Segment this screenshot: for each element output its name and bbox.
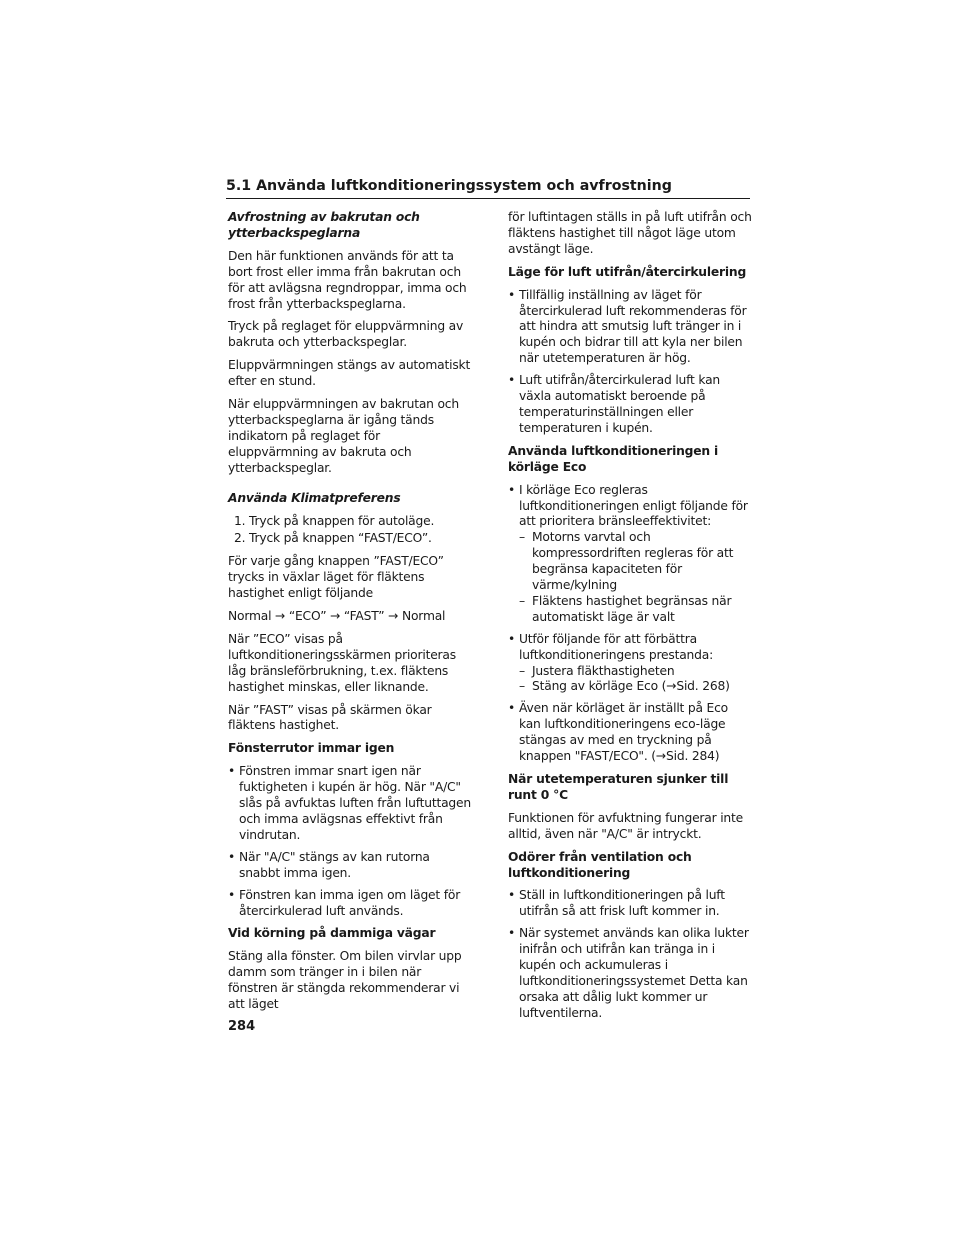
paragraph: Eluppvärmningen stängs av automatiskt efter en stund. [228,358,471,389]
dash-item: – Stäng av körläge Eco (→Sid. 268) [519,679,753,695]
bullet-item [508,483,753,626]
bullet-list [508,888,753,1021]
dash-list [519,530,753,625]
bullet-item: • Luft utifrån/återcirkulerad luft kan växla automatiskt beroende på temperaturinställningen eller temperaturen i kupén. [508,373,753,437]
heading-fogging: Fönsterrutor immar igen [228,741,395,756]
paragraph: Den här funktionen används för att ta bort frost eller imma från bakrutan och för att avlägsna regndroppar, imma och frost från ytterbackspeglarna. [228,248,467,311]
right-column [508,210,753,1029]
heading-eco-mode: Använda luftkonditioneringen i körläge Eco [508,443,719,474]
heading-zero-degrees: När utetemperaturen sjunker till runt 0 °C [508,772,729,802]
paragraph: När eluppvärmningen av bakrutan och ytterbackspeglarna är igång tänds indikatorn på reglaget för eluppvärmning av bakruta och ytterbackspeglar. [228,397,459,475]
bullet-item: • Tillfällig inställning av läget för återcirkulerad luft rekommenderas för att hindra att smutsig luft tränger in i kupén och bidrar till att kyla ner bilen när utetemperaturen är hög. [508,288,753,368]
dash-item: – Fläktens hastighet begränsas när automatiskt läge är valt [519,594,753,626]
bullet-item: • Fönstren immar snart igen när fuktigheten i kupén är hög. När "A/C" slås på avfuktas luften från luftuttagen och imma avlägsnas effektivt från vindrutan. [228,764,473,844]
heading-recirculation: Läge för luft utifrån/återcirkulering [508,264,747,279]
left-column [228,210,473,1020]
section-header: 5.1 Använda luftkonditioneringssystem och avfrostning [226,178,750,199]
bullet-list [508,288,753,437]
mode-sequence: Normal → “ECO” → “FAST” → Normal [228,609,446,624]
page-number: 284 [228,1019,256,1034]
bullet-item: • Även när körläget är inställt på Eco kan luftkonditioneringens eco-läge stängas av med en tryckning på knappen "FAST/ECO". (→Sid. 284) [508,701,753,765]
dash-item: – Justera fläkthastigheten [519,664,753,680]
bullet-item [508,632,753,696]
paragraph: Stäng alla fönster. Om bilen virvlar upp damm som tränger in i bilen när fönstren är stängda rekommenderar vi att läget [228,949,462,1012]
paragraph: När ”FAST” visas på skärmen ökar fläktens hastighet. [228,702,432,733]
heading-climate-preference: Använda Klimatpreferens [228,490,401,505]
step-item: 1. Tryck på knappen för autoläge. [234,513,435,528]
step-item: 2. Tryck på knappen “FAST/ECO”. [234,531,432,546]
bullet-list [508,483,753,765]
bullet-item: • Fönstren kan imma igen om läget för återcirkulerad luft används. [228,888,473,920]
paragraph: När ”ECO” visas på luftkonditioneringsskärmen prioriteras låg bränsleförbrukning, t.ex. fläktens hastighet minskas, eller liknande. [228,631,456,694]
dash-list [519,664,753,696]
steps-list [228,514,473,548]
paragraph: För varje gång knappen ”FAST/ECO” trycks in växlar läget för fläktens hastighet enligt följande [228,554,444,601]
heading-odors: Odörer från ventilation och luftkonditionering [508,849,692,880]
paragraph: Tryck på reglaget för eluppvärmning av bakruta och ytterbackspeglar. [228,319,464,350]
bullet-list [228,764,473,919]
heading-dusty-roads: Vid körning på dammiga vägar [228,926,436,941]
bullet-item: • Ställ in luftkonditioneringen på luft utifrån så att frisk luft kommer in. [508,888,753,920]
bullet-text: I körläge Eco regleras luftkonditioneringen enligt följande för att prioritera bränsleeffektivitet: [519,482,748,529]
paragraph: Funktionen för avfuktning fungerar inte alltid, även när "A/C" är intryckt. [508,810,743,841]
dash-item: – Motorns varvtal och kompressordriften regleras för att begränsa kapaciteten för värme/kylning [519,530,753,594]
bullet-item: • När systemet används kan olika lukter inifrån och utifrån kan tränga in i kupén och ackumuleras i luftkonditioneringssystemet Detta kan orsaka att dålig lukt kommer ur luftventilerna. [508,926,753,1021]
paragraph: för luftintagen ställs in på luft utifrån och fläktens hastighet till något läge utom avstängt läge. [508,210,752,256]
heading-defrost: Avfrostning av bakrutan och ytterbackspeglarna [228,210,420,240]
bullet-text: Utför följande för att förbättra luftkonditioneringens prestanda: [519,631,714,662]
bullet-item: • När "A/C" stängs av kan rutorna snabbt imma igen. [228,850,473,882]
